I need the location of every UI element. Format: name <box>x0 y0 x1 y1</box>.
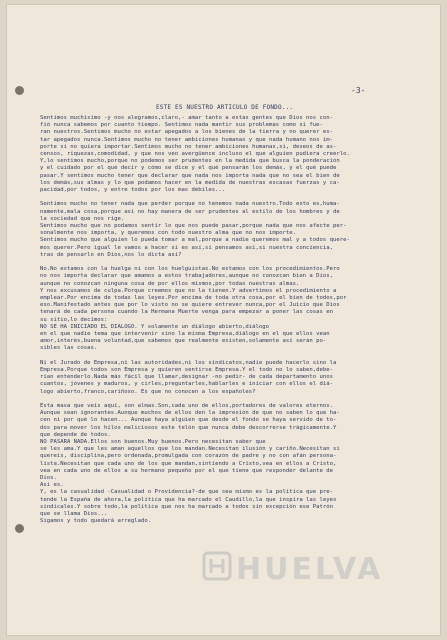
text-line: en el que nadie tema que intervenir sino la misma Empresa,diálogo en el que ellos vean <box>40 331 330 337</box>
archive-watermark: HUELVA <box>236 552 384 587</box>
text-line: mos querer.Pero igual le vamos a hacer si es así,si pensamos así,si nuestra conciencia, <box>40 244 333 251</box>
text-line: Ni el Jurado de Empresa,ni las autoridades,ni los sindicatos,nadie puede hacerlo sino la <box>40 359 337 366</box>
text-line: emplear.Por encima de todas las leyes.Por encima de toda otra cosa,por el bien de todos,por <box>40 295 347 301</box>
text-line: su sitio,lo decimos: <box>40 316 108 323</box>
text-line: namente,mala cosa,porque así no hay manera de ser prudentes al estilo de los hombres y de <box>40 208 340 215</box>
text-line: tras de pensarlo en Dios,nos lo dicta así? <box>40 251 182 258</box>
text-line: no nos importa declarar que amamos a estos trabajadores,aunque no conozcan bien a Dios, <box>40 273 333 280</box>
blank-line <box>40 194 400 201</box>
text-line: pasar.Y sentimos mucho tener que declarar que nada nos importa nada que no sea el bien de <box>40 172 340 179</box>
text-line: cuantos, jóvenes y maduros, y cirles,preguntarles,hablarles e iniciar con ellos el diá- <box>40 381 333 388</box>
blank-line <box>40 396 400 403</box>
text-line: Aunque sean ignorantes.Aunque muchos de ellos den la impresión de que no saben lo que ha- <box>40 410 340 417</box>
text-line: Sigamos y todo quedará arreglado. <box>40 518 152 525</box>
text-line: y el cuidado por el qué decir y cómo se dice y el qué pensarán los demás, y el qué puede <box>40 165 337 172</box>
text-line: Y, es la casualidad -Casualidad o Providencia?-de que sea mismo es la política que pre- <box>40 489 333 496</box>
text-line: lista.Necesitan que cada uno de los que mandan,sintiendo a Cristo,vea en ellos a Cristo, <box>40 460 337 467</box>
text-line: NO SE HA INICIADO EL DIALOGO. Y solamente un diálogo abierto,diálogo <box>40 323 270 330</box>
text-line: quereis, disciplina,pero ordenada,promulgada con corazón de padre y no con afán persona- <box>40 453 337 460</box>
text-line: Y,lo sentimos mucho,porque no podemos ser prudentes en la medida que busca la ponderación <box>40 158 340 165</box>
text-line: Y nos excusamos de culpa.Porque creemos que no la tienen.Y advertimos el procedimiento a <box>40 287 337 294</box>
text-line: Empresa.Porque todos son Empresa y quieren sentirse Empresa.Y el todo no lo saben,debe- <box>40 367 333 373</box>
archive-logo-icon <box>201 550 233 582</box>
text-line: rían entenderlo.Nada más fácil que llamar,designar -no pedir- de cada departamento unos <box>40 374 333 381</box>
text-line: fió nunca sabemos por cuanto tiempo. Sentimos nada mantir sus problemas como si fue- <box>40 122 323 129</box>
text-line: Dios. <box>40 475 57 481</box>
text-line: Así es. <box>40 482 64 489</box>
text-line: sibles las cosas. <box>40 345 98 352</box>
text-line: Sentimos mucho que alguien lo pueda tomar a mal,porque a nadie queremos mal y a todos quere- <box>40 237 350 244</box>
text-line: logo abierto,franco,cariñoso. Es que no conocen a los españoles? <box>40 388 256 395</box>
text-line: Sentimos mucho que no podamos sentir lo que nos puede pasar,porque nada que nos afecte per- <box>40 223 347 229</box>
text-line: porte si no quiera importar.Sentimos mucho no tener ambiciones humanas,si, deseos de as- <box>40 143 337 150</box>
text-line: dos para mover los hilos maliciosos este telón que nunca debe descorrerse trágicamente.Y <box>40 424 337 431</box>
text-line: sonalmente nos importa, y queremos con todo nuestro alma que no nos importe. <box>40 230 296 237</box>
text-line: censos, riquezas,comodidad, y que nos veo avergüence incluso el que alguien pudiera creerlo. <box>40 151 350 157</box>
text-line: la sociedad que nos rige. <box>40 215 125 222</box>
text-line: sindicales.Y sobre todo,la política que nos ha marcado a todos sin excepción ese Patrón <box>40 503 333 510</box>
text-line: se les ama.Y que les aman aquellos que los mandan.Necesitan ilusión y cariño.Necesitan si <box>40 446 340 453</box>
text-line: tenará de cada persona cuando la Hermana Muerte venga para empezar a poner las cosas en <box>40 309 333 316</box>
text-line: eso.Manifestado antes que por lo visto no se quiere entrever nunca,por el Juicio que Dios <box>40 302 340 309</box>
text-line: vea en cada uno de ellos a su hermano pequeño por el que tiene que responder delante de <box>40 467 333 474</box>
text-line: Sentimos muchisimo -y nos alegramos,claro,- amar tanto a estas gentes que Dios nos con- <box>40 115 333 121</box>
text-line: Sentimos mucho no tener nada que perder porque no tenemos nada nuestro.Todo esto es,huma- <box>40 201 340 208</box>
punch-hole <box>15 86 24 95</box>
text-line: tende la España de ahora,la política que ha marcado el Caudillo,la que inspira las leyes <box>40 496 337 503</box>
text-line: ran nuestros.Sentimos mucho no estar apegados a los bienes de la tierra y no querer es- <box>40 129 333 136</box>
text-line: No.No estamos con la huelga ni con los huelguistas.No estamos con los procedimientos.Pero <box>40 266 340 273</box>
text-line: NO PASARA NADA.Ellos son buenos.Muy buenos.Pero necesitan saber que <box>40 439 266 445</box>
text-line: Esta masa que veis aquí, son almas.Son,cada uno de ellos,portadores de valores eternos. <box>40 403 333 409</box>
text-line: pacidad,por todos, y entre todos por los mas débiles... <box>40 187 226 193</box>
text-line: los demás,sus almas y lo que podamos hacer en la medida de nuestras escasas fuerzas y ca- <box>40 179 340 186</box>
text-line: tar apegados nunca.Sentimos mucho no tener ambiciones humanas y que nada humano nos im- <box>40 136 333 143</box>
document-page <box>6 4 441 636</box>
text-line: cen ni por qué lo hacen... Aunque haya alguien que desde el fondo se haya servido de to- <box>40 417 337 424</box>
article-heading: ESTE ES NUESTRO ARTICULO DE FONDO... <box>156 104 294 111</box>
page-number: -3- <box>351 86 366 95</box>
blank-line <box>40 353 400 360</box>
text-line: que se llama Dios... <box>40 511 108 517</box>
text-line: amor,interés,buena voluntad,que sabemos que realmente existen,solamente así serán po- <box>40 338 327 345</box>
blank-line <box>40 259 400 266</box>
punch-hole <box>15 524 24 533</box>
text-line: que depende de todos. <box>40 431 111 438</box>
text-line: aunque no conozcan ninguna cosa de por ellos mismos,por todas nuestras almas. <box>40 280 300 287</box>
